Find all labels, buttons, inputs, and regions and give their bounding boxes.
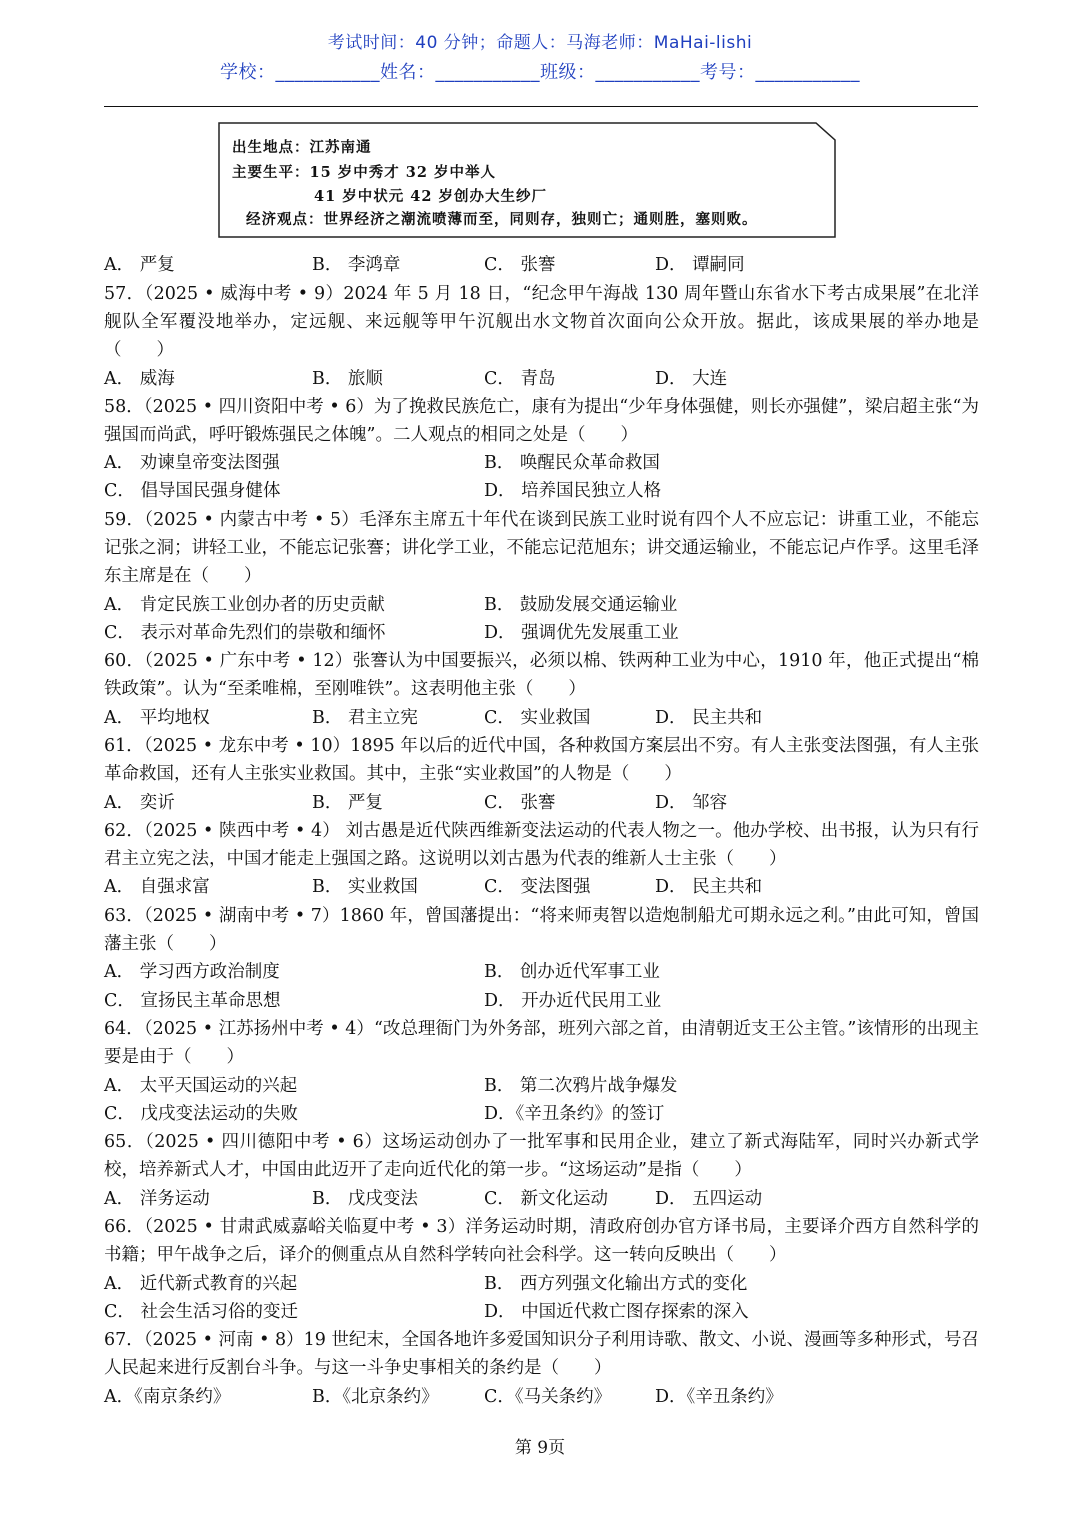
info-economic-view: 经济观点：世界经济之潮流喷薄而至，同则存，独则亡；通则胜，塞则败。 bbox=[246, 211, 758, 228]
info-career-1: 主要生平：15 岁中秀才 32 岁中举人 bbox=[232, 164, 496, 181]
option-d[interactable]: D．《辛丑条约》的签订 bbox=[484, 1104, 665, 1124]
q63-options-row1 bbox=[104, 958, 979, 986]
info-card bbox=[218, 122, 836, 238]
q66-options-row1 bbox=[104, 1270, 979, 1298]
option-b[interactable]: B． 戊戌变法 bbox=[312, 1189, 418, 1209]
option-a[interactable]: A． 学习西方政治制度 bbox=[104, 962, 280, 982]
option-a[interactable]: A． 洋务运动 bbox=[104, 1189, 210, 1209]
option-a[interactable]: A． 自强求富 bbox=[104, 877, 210, 897]
q58-options-row1 bbox=[104, 449, 979, 477]
option-d[interactable]: D．《辛丑条约》 bbox=[655, 1387, 783, 1407]
question-60: 60．（2025 • 广东中考 • 12）张謇认为中国要振兴，必须以棉、铁两种工业为中心，1910 年，他正式提出“棉铁政策”。认为“至柔唯棉，至刚唯铁”。这表明他主张（ ） bbox=[104, 651, 979, 700]
option-c[interactable]: C．《马关条约》 bbox=[484, 1387, 612, 1407]
info-career-2: 41 岁中状元 42 岁创办大生纱厂 bbox=[314, 188, 547, 205]
q63-options-row2 bbox=[104, 987, 979, 1015]
option-c[interactable]: C． 宣扬民主革命思想 bbox=[104, 991, 281, 1011]
option-c[interactable]: C． 新文化运动 bbox=[484, 1189, 608, 1209]
q67-options bbox=[104, 1383, 979, 1411]
q56-options bbox=[104, 251, 979, 279]
question-58: 58．（2025 • 四川资阳中考 • 6）为了挽救民族危亡，康有为提出“少年身体强健，则长亦强健”，梁启超主张“为强国而尚武，呼吁锻炼强民之体魄”。二人观点的相同之处是（ ） bbox=[104, 397, 979, 446]
student-info-header: 学校：___________姓名：___________班级：___________考号：___________ bbox=[220, 62, 860, 83]
option-c[interactable]: C． 倡导国民强身健体 bbox=[104, 481, 281, 501]
option-b[interactable]: B． 实业救国 bbox=[312, 877, 418, 897]
question-61: 61．（2025 • 龙东中考 • 10）1895 年以后的近代中国，各种救国方案层出不穷。有人主张变法图强，有人主张革命救国，还有人主张实业救国。其中，主张“实业救国”的人物是（ ） bbox=[104, 736, 979, 785]
option-b[interactable]: B． 鼓励发展交通运输业 bbox=[484, 595, 678, 615]
q58-options-row2 bbox=[104, 477, 979, 505]
option-b[interactable]: B． 西方列强文化输出方式的变化 bbox=[484, 1274, 748, 1294]
option-b[interactable]: B． 创办近代军事工业 bbox=[484, 962, 660, 982]
option-c[interactable]: C． 青岛 bbox=[484, 369, 556, 389]
q59-options-row1 bbox=[104, 591, 979, 619]
option-b[interactable]: B．《北京条约》 bbox=[312, 1387, 439, 1407]
option-a[interactable]: A． 近代新式教育的兴起 bbox=[104, 1274, 298, 1294]
option-a[interactable]: A． 太平天国运动的兴起 bbox=[104, 1076, 298, 1096]
option-c[interactable]: C． 戊戌变法运动的失败 bbox=[104, 1104, 298, 1124]
option-b[interactable]: B． 李鸿章 bbox=[312, 255, 401, 275]
option-b[interactable]: B． 第二次鸦片战争爆发 bbox=[484, 1076, 678, 1096]
q61-options bbox=[104, 789, 979, 817]
page-number: 第 9页 bbox=[514, 1438, 566, 1458]
option-c[interactable]: C． 实业救国 bbox=[484, 708, 591, 728]
option-c[interactable]: C． 社会生活习俗的变迁 bbox=[104, 1302, 298, 1322]
option-a[interactable]: A． 平均地权 bbox=[104, 708, 210, 728]
question-63: 63．（2025 • 湖南中考 • 7）1860 年，曾国藩提出：“将来师夷智以造炮制船尤可期永远之利。”由此可知，曾国藩主张（ ） bbox=[104, 906, 979, 955]
question-66: 66．（2025 • 甘肃武威嘉峪关临夏中考 • 3）洋务运动时期，清政府创办官方译书局，主要译介西方自然科学的书籍；甲午战争之后，译介的侧重点从自然科学转向社会科学。这一转向反映出（ ） bbox=[104, 1217, 979, 1266]
option-a[interactable]: A．《南京条约》 bbox=[104, 1387, 231, 1407]
info-birthplace: 出生地点：江苏南通 bbox=[232, 139, 372, 156]
q59-options-row2 bbox=[104, 619, 979, 647]
option-b[interactable]: B． 旅顺 bbox=[312, 369, 383, 389]
option-c[interactable]: C． 张謇 bbox=[484, 793, 556, 813]
option-a[interactable]: A． 劝谏皇帝变法图强 bbox=[104, 453, 280, 473]
option-d[interactable]: D． 民主共和 bbox=[655, 877, 763, 897]
option-d[interactable]: D． 中国近代救亡图存探索的深入 bbox=[484, 1302, 749, 1322]
header-divider bbox=[104, 106, 978, 107]
q64-options-row2 bbox=[104, 1100, 979, 1128]
q60-options bbox=[104, 704, 979, 732]
question-62: 62．（2025 • 陕西中考 • 4） 刘古愚是近代陕西维新变法运动的代表人物之一。他办学校、出书报，认为只有行君主立宪之法，中国才能走上强国之路。这说明以刘古愚为代表的维新人士主张（ ） bbox=[104, 821, 979, 870]
option-d[interactable]: D． 民主共和 bbox=[655, 708, 763, 728]
option-c[interactable]: C． 变法图强 bbox=[484, 877, 591, 897]
option-c[interactable]: C． 张謇 bbox=[484, 255, 556, 275]
option-d[interactable]: D． 开办近代民用工业 bbox=[484, 991, 662, 1011]
exam-info-header: 考试时间：40 分钟；命题人：马海老师：MaHai-lishi bbox=[327, 33, 753, 53]
option-b[interactable]: B． 严复 bbox=[312, 793, 383, 813]
option-d[interactable]: D． 培养国民独立人格 bbox=[484, 481, 662, 501]
option-d[interactable]: D． 五四运动 bbox=[655, 1189, 763, 1209]
question-57: 57．（2025 • 威海中考 • 9）2024 年 5 月 18 日，“纪念甲午海战 130 周年暨山东省水下考古成果展”在北洋舰队全军覆没地举办，定远舰、来远舰等甲午沉舰出水文物首次面向公众开放。据此，该成果展的举办地是（ ） bbox=[104, 284, 979, 361]
q62-options bbox=[104, 873, 979, 901]
option-a[interactable]: A． 肯定民族工业创办者的历史贡献 bbox=[104, 595, 385, 615]
q65-options bbox=[104, 1185, 979, 1213]
option-d[interactable]: D． 谭嗣同 bbox=[655, 255, 745, 275]
option-a[interactable]: A． 严复 bbox=[104, 255, 175, 275]
question-64: 64．（2025 • 江苏扬州中考 • 4）“改总理衙门为外务部，班列六部之首，由清朝近支王公主管。”该情形的出现主要是由于（ ） bbox=[104, 1019, 979, 1068]
option-c[interactable]: C． 表示对革命先烈们的崇敬和缅怀 bbox=[104, 623, 386, 643]
option-a[interactable]: A． 威海 bbox=[104, 369, 175, 389]
question-67: 67．（2025 • 河南 • 8）19 世纪末，全国各地许多爱国知识分子利用诗歌、散文、小说、漫画等多种形式，号召人民起来进行反割台斗争。与这一斗争史事相关的条约是（ ） bbox=[104, 1330, 979, 1379]
option-a[interactable]: A． 奕䜣 bbox=[104, 793, 175, 813]
q64-options-row1 bbox=[104, 1072, 979, 1100]
question-59: 59．（2025 • 内蒙古中考 • 5）毛泽东主席五十年代在谈到民族工业时说有四个人不应忘记：讲重工业，不能忘记张之洞；讲轻工业，不能忘记张謇；讲化学工业，不能忘记范旭东；讲交通运输业，不能忘记卢作孚。这里毛泽东主席是在（ ） bbox=[104, 510, 979, 587]
option-d[interactable]: D． 大连 bbox=[655, 369, 728, 389]
question-65: 65．（2025 • 四川德阳中考 • 6）这场运动创办了一批军事和民用企业，建立了新式海陆军，同时兴办新式学校，培养新式人才，中国由此迈开了走向近代化的第一步。“这场运动”是指（ ） bbox=[104, 1132, 979, 1181]
option-b[interactable]: B． 君主立宪 bbox=[312, 708, 418, 728]
option-d[interactable]: D． 邹容 bbox=[655, 793, 728, 813]
option-b[interactable]: B． 唤醒民众革命救国 bbox=[484, 453, 660, 473]
q57-options bbox=[104, 365, 979, 393]
option-d[interactable]: D． 强调优先发展重工业 bbox=[484, 623, 679, 643]
q66-options-row2 bbox=[104, 1298, 979, 1326]
